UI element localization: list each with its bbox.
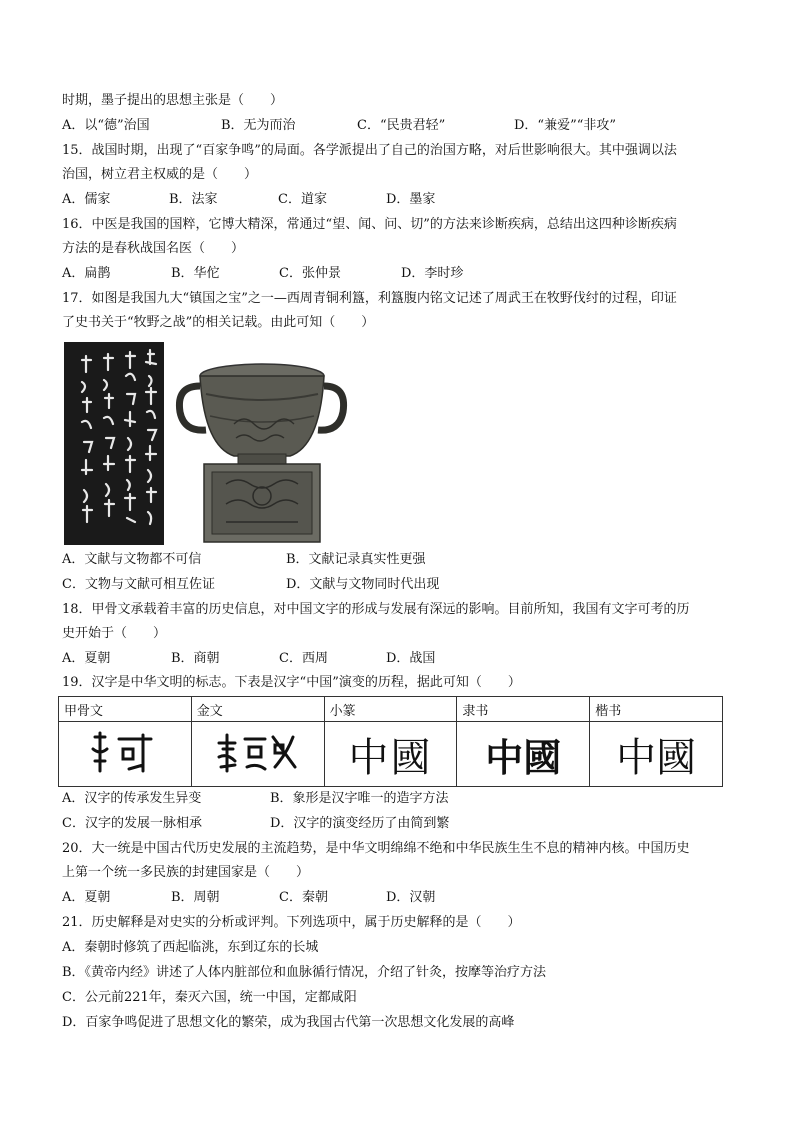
q20-option-b: B．周朝 [171,890,220,905]
q14-option-d: D．“兼爱”“非攻” [514,118,617,133]
header-lishu: 隶书 [457,697,590,722]
q17-figure [64,342,349,545]
table-row [59,722,723,787]
q19-stem: 19．汉字是中华文明的标志。下表是汉字“中国”演变的历程，据此可知（ ） [62,675,521,690]
header-kaishu: 楷书 [590,697,723,722]
character-evolution-table [58,696,723,787]
q20-option-a: A．夏朝 [62,890,111,905]
q19-option-b: B．象形是汉字唯一的造字方法 [270,791,449,806]
table-header-row [59,697,723,722]
q21-option-a: A．秦朝时修筑了西起临洮，东到辽东的长城 [62,940,319,955]
q14-option-a: A．以“德”治国 [62,118,150,133]
q20-option-d: D．汉朝 [386,890,436,905]
q15-option-c: C．道家 [278,192,327,207]
q19-option-a: A．汉字的传承发生异变 [62,791,202,806]
q17-option-b: B．文献记录真实性更强 [286,552,426,567]
q20-stem-line1: 20．大一统是中国古代历史发展的主流趋势，是中华文明绵绵不绝和中华民族生生不息的精神内核。中国历史 [62,841,690,856]
q17-option-d: D．文献与文物同时代出现 [286,577,440,592]
q18-option-b: B．商朝 [171,651,220,666]
q21-option-d: D．百家争鸣促进了思想文化的繁荣，成为我国古代第一次思想文化发展的高峰 [62,1015,515,1030]
kaishu-glyph: 中國 [590,722,723,787]
q14-option-c: C．“民贵君轻” [357,118,446,133]
q19-option-c: C．汉字的发展一脉相承 [62,816,202,831]
jinwen-glyph-image [191,722,324,787]
q17-stem-line1: 17．如图是我国九大“镇国之宝”之一—西周青铜利簋，利簋腹内铭文记述了周武王在牧野伐纣的过程，印证 [62,291,677,306]
q20-stem-line2: 上第一个统一多民族的封建国家是（ ） [62,865,310,880]
header-jinwen: 金文 [191,697,324,722]
q15-option-a: A．儒家 [62,192,111,207]
q16-option-c: C．张仲景 [279,266,341,281]
header-xiaozhuan: 小篆 [324,697,457,722]
q16-option-a: A．扁鹊 [62,266,111,281]
q21-option-b: B．《黄帝内经》讲述了人体内脏部位和血脉循行情况，介绍了针灸，按摩等治疗方法 [62,965,547,980]
bronze-li-gui-vessel-image [174,354,349,544]
q15-option-d: D．墨家 [386,192,436,207]
q15-stem-line1: 15．战国时期，出现了“百家争鸣”的局面。各学派提出了自己的治国方略，对后世影响很大。其中强调以法 [62,143,677,158]
q19-option-d: D．汉字的演变经历了由简到繁 [270,816,450,831]
q16-stem-line2: 方法的是春秋战国名医（ ） [62,241,245,256]
q18-option-a: A．夏朝 [62,651,111,666]
lishu-glyph: 中國 [457,722,590,787]
q16-stem-line1: 16．中医是我国的国粹，它博大精深，常通过“望、闻、问、切”的方法来诊断疾病，总结出这四种诊断疾病 [62,217,677,232]
q18-option-c: C．西周 [279,651,328,666]
q17-stem-line2: 了史书关于“牧野之战”的相关记载。由此可知（ ） [62,315,375,330]
q18-stem-line2: 史开始于（ ） [62,626,167,641]
xiaozhuan-glyph: 中國 [324,722,457,787]
q15-option-b: B．法家 [169,192,218,207]
q17-option-a: A．文献与文物都不可信 [62,552,202,567]
q14-option-b: B．无为而治 [221,118,296,133]
q14-stem: 时期，墨子提出的思想主张是（ ） [62,93,284,108]
q16-option-d: D．李时珍 [401,266,464,281]
q21-option-c: C．公元前221年，秦灭六国，统一中国，定都咸阳 [62,990,357,1005]
header-jiaguwen: 甲骨文 [59,697,192,722]
q20-option-c: C．秦朝 [279,890,328,905]
jiaguwen-glyph-image [59,722,192,787]
q15-stem-line2: 治国，树立君主权威的是（ ） [62,167,258,182]
q16-option-b: B．华佗 [171,266,220,281]
inscription-rubbing-image [64,342,164,545]
q18-stem-line1: 18．甲骨文承载着丰富的历史信息，对中国文字的形成与发展有深远的影响。目前所知，我国有文字可考的历 [62,602,690,617]
q18-option-d: D．战国 [386,651,436,666]
q21-stem: 21．历史解释是对史实的分析或评判。下列选项中，属于历史解释的是（ ） [62,915,521,930]
q17-option-c: C．文物与文献可相互佐证 [62,577,215,592]
